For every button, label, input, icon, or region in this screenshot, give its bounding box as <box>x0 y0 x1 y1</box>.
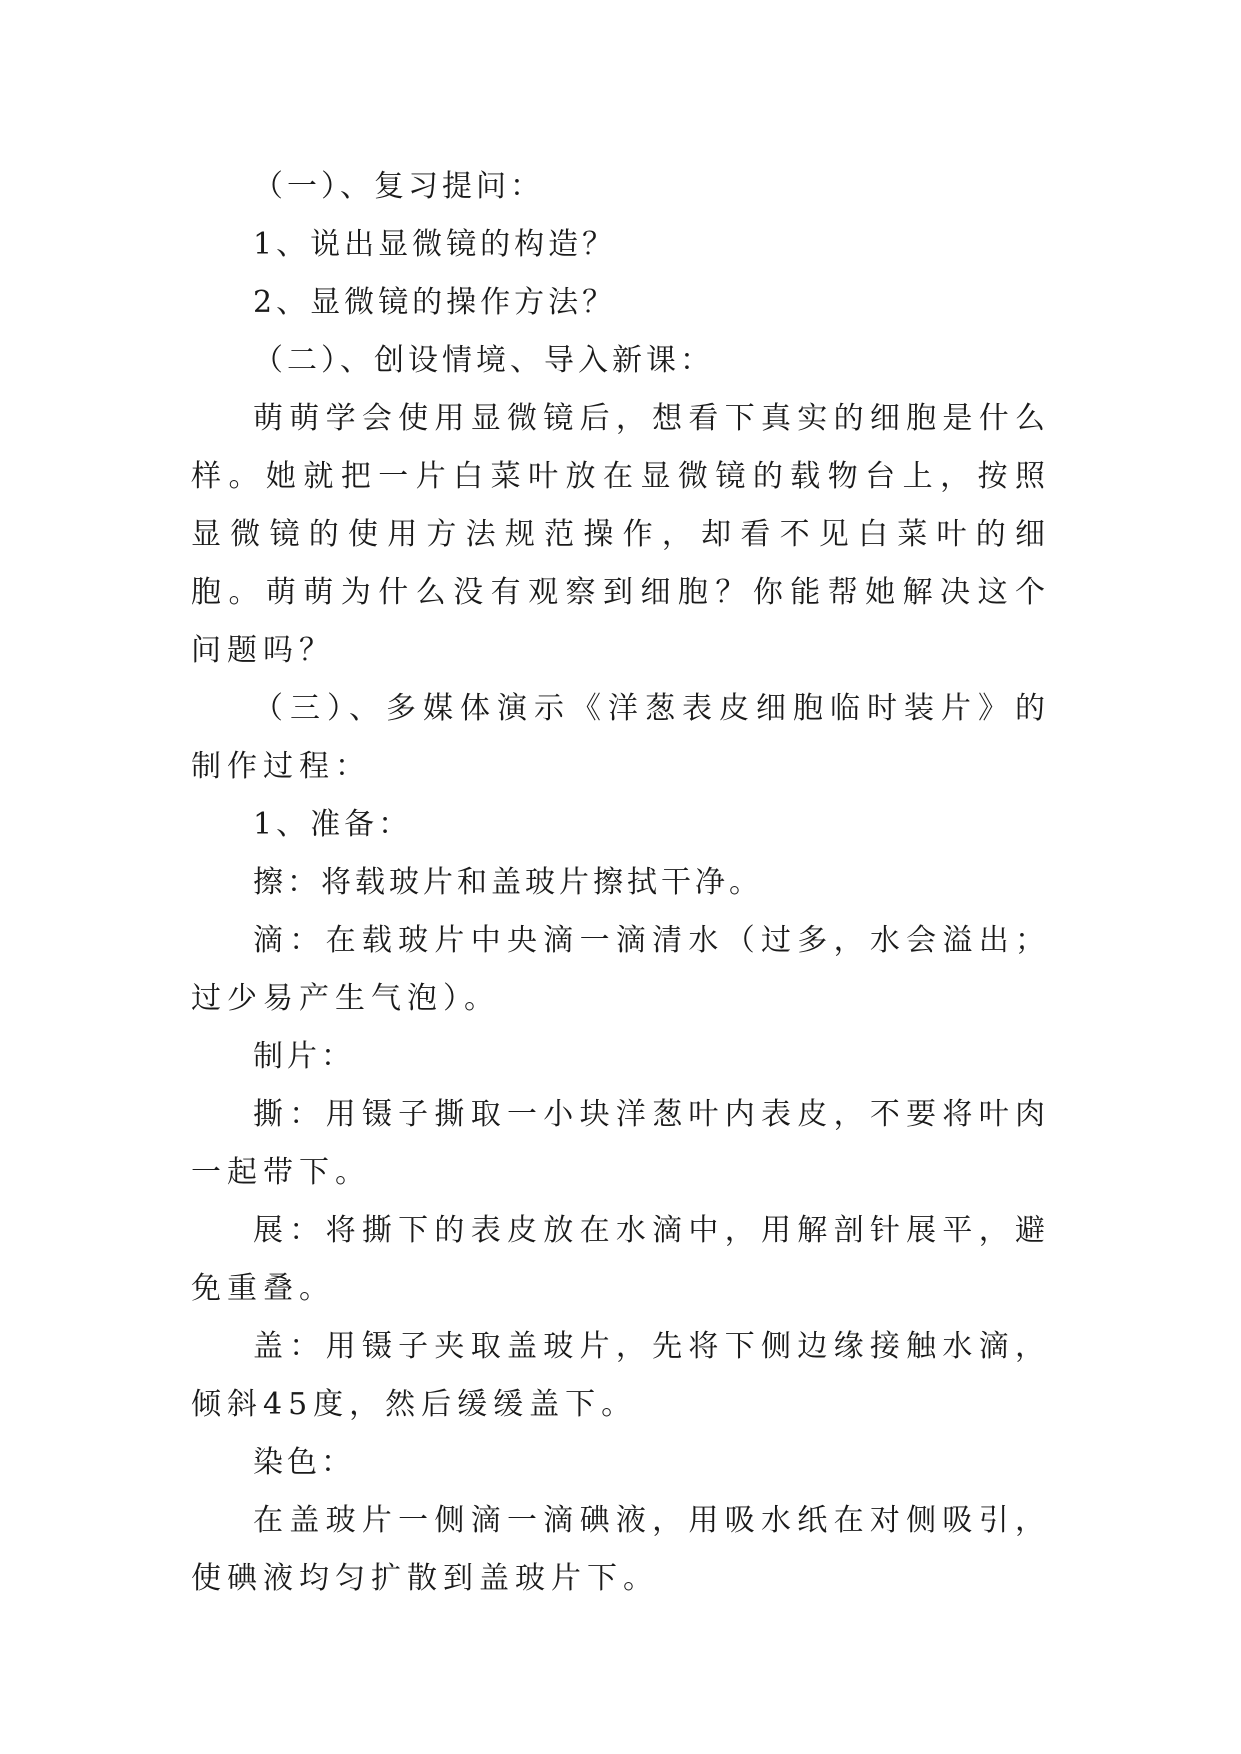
step-cover: 盖：用镊子夹取盖玻片，先将下侧边缘接触水滴，倾斜45度，然后缓缓盖下。 <box>191 1329 1051 1422</box>
step-drop: 滴：在载玻片中央滴一滴清水（过多，水会溢出；过少易产生气泡）。 <box>191 923 1051 1016</box>
intro-heading: （二）、创设情境、导入新课： <box>253 343 714 378</box>
demo-heading: （三）、多媒体演示《洋葱表皮细胞临时装片》的制作过程： <box>191 691 1051 784</box>
step-wipe: 擦：将载玻片和盖玻片擦拭干净。 <box>253 865 763 900</box>
scenario-paragraph: 萌萌学会使用显微镜后，想看下真实的细胞是什么样。她就把一片白菜叶放在显微镜的载物台上，按照显微镜的使用方法规范操作，却看不见白菜叶的细胞。萌萌为什么没有观察到细胞？你能帮她解决这个问题吗？ <box>191 401 1051 668</box>
review-question-2: 2、显微镜的操作方法？ <box>253 285 617 320</box>
step-prepare: 1、准备： <box>253 807 413 842</box>
document-body <box>191 158 1051 1608</box>
step-make: 制片： <box>253 1039 355 1074</box>
step-stain-detail: 在盖玻片一侧滴一滴碘液，用吸水纸在对侧吸引，使碘液均匀扩散到盖玻片下。 <box>191 1503 1051 1596</box>
review-heading: （一）、复习提问： <box>253 169 544 204</box>
step-tear: 撕：用镊子撕取一小块洋葱叶内表皮，不要将叶肉一起带下。 <box>191 1097 1051 1190</box>
step-stain: 染色： <box>253 1445 355 1480</box>
review-question-1: 1、说出显微镜的构造？ <box>253 227 617 262</box>
step-spread: 展：将撕下的表皮放在水滴中，用解剖针展平，避免重叠。 <box>191 1213 1051 1306</box>
